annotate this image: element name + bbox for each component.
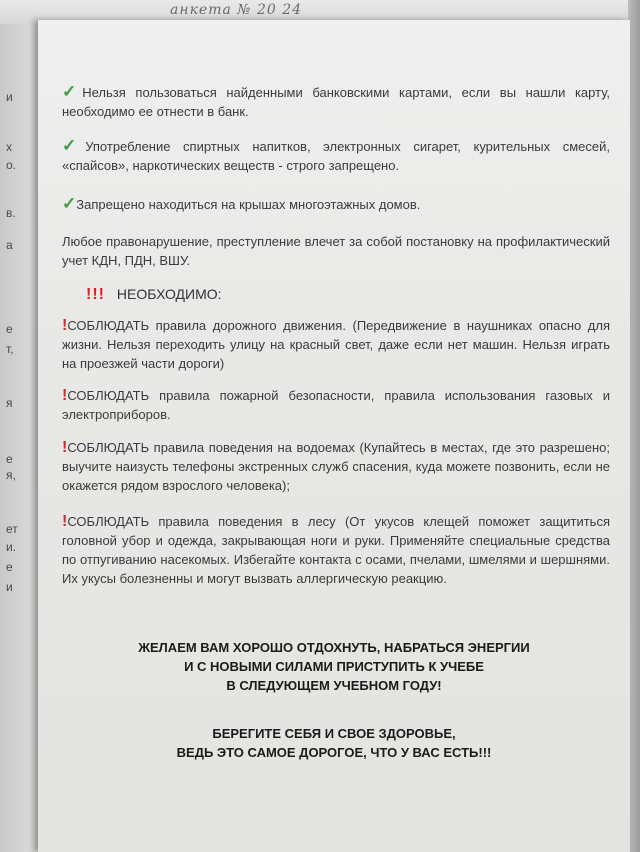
margin-fragment: е [6, 452, 13, 466]
margin-fragment: а [6, 238, 13, 252]
requirement-forest: !СОБЛЮДАТЬ правила поведения в лесу (От укусов клещей поможет защититься головной убор и одежда, закрывающая ноги и руки. Применяйте специальные средства по отпугиванию насекомых. Избегайте контакта с осами, пчелами, шмелями и шершнями. Их укусы болезненны и могут вызвать аллергическую реакцию. [62, 513, 610, 586]
rule-bank-cards: ✓Нельзя пользоваться найденными банковскими картами, если вы нашли карту, необходимо ее отнести в банк. [62, 82, 611, 119]
document-sheet [38, 20, 630, 852]
exclamation-icon: ! [62, 439, 68, 456]
rule-roofs: ✓Запрещено находиться на крышах многоэтажных домов. [62, 194, 421, 213]
margin-fragment: е [6, 322, 13, 336]
necessary-heading: !!! НЕОБХОДИМО: [86, 286, 222, 303]
requirement-traffic: !СОБЛЮДАТЬ правила дорожного движения. (Передвижение в наушниках опасно для жизни. Нельзя переходить улицу на красный свет, даже если нет машин. Нельзя играть на проезжей части дороги) [62, 317, 610, 371]
margin-fragment: и. [6, 540, 17, 554]
margin-fragment: е [6, 560, 13, 574]
margin-fragment: т, [6, 342, 14, 356]
margin-fragment: и [6, 90, 13, 104]
exclamation-icon: ! [62, 317, 68, 334]
exclamation-icon: ! [62, 387, 68, 404]
requirement-fire-safety: !СОБЛЮДАТЬ правила пожарной безопасности, правила использования газовых и электроприборов. [62, 387, 610, 422]
margin-fragment: х [6, 140, 12, 154]
checkmark-icon: ✓ [62, 136, 86, 155]
margin-fragment: и [6, 580, 13, 594]
closing-care: БЕРЕГИТЕ СЕБЯ И СВОЕ ЗДОРОВЬЕ, ВЕДЬ ЭТО САМОЕ ДОРОГОЕ, ЧТО У ВАС ЕСТЬ!!! [176, 726, 492, 760]
closing-wish: ЖЕЛАЕМ ВАМ ХОРОШО ОТДОХНУТЬ, НАБРАТЬСЯ ЭНЕРГИИ И С НОВЫМИ СИЛАМИ ПРИСТУПИТЬ К УЧЕБЕ В СЛЕДУЮЩЕМ УЧЕБНОМ ГОДУ! [138, 640, 530, 693]
rule-offense-record: Любое правонарушение, преступление влечет за собой постановку на профилактический учет КДН, ПДН, ВШУ. [62, 234, 610, 268]
requirement-water: !СОБЛЮДАТЬ правила поведения на водоемах (Купайтесь в местах, где это разрешено; выучите наизусть телефоны экстренных служб спасения, куда можете позвонить, если не окажется рядом взрослого человека); [62, 439, 610, 493]
checkmark-icon: ✓ [62, 194, 77, 213]
exclamation-icon: !!! [86, 286, 105, 303]
checkmark-icon: ✓ [62, 82, 83, 101]
margin-fragment: я, [6, 468, 16, 482]
rule-substances: ✓Употребление спиртных напитков, электронных сигарет, курительных смесей, «спайсов», наркотических веществ - строго запрещено. [62, 136, 610, 173]
margin-fragment: я [6, 396, 13, 410]
margin-fragment: в. [6, 206, 16, 220]
exclamation-icon: ! [62, 513, 68, 530]
margin-fragment: ет [6, 522, 18, 536]
margin-fragment: о. [6, 158, 17, 172]
handwritten-scribble: анкета № 20 24 [170, 2, 303, 18]
